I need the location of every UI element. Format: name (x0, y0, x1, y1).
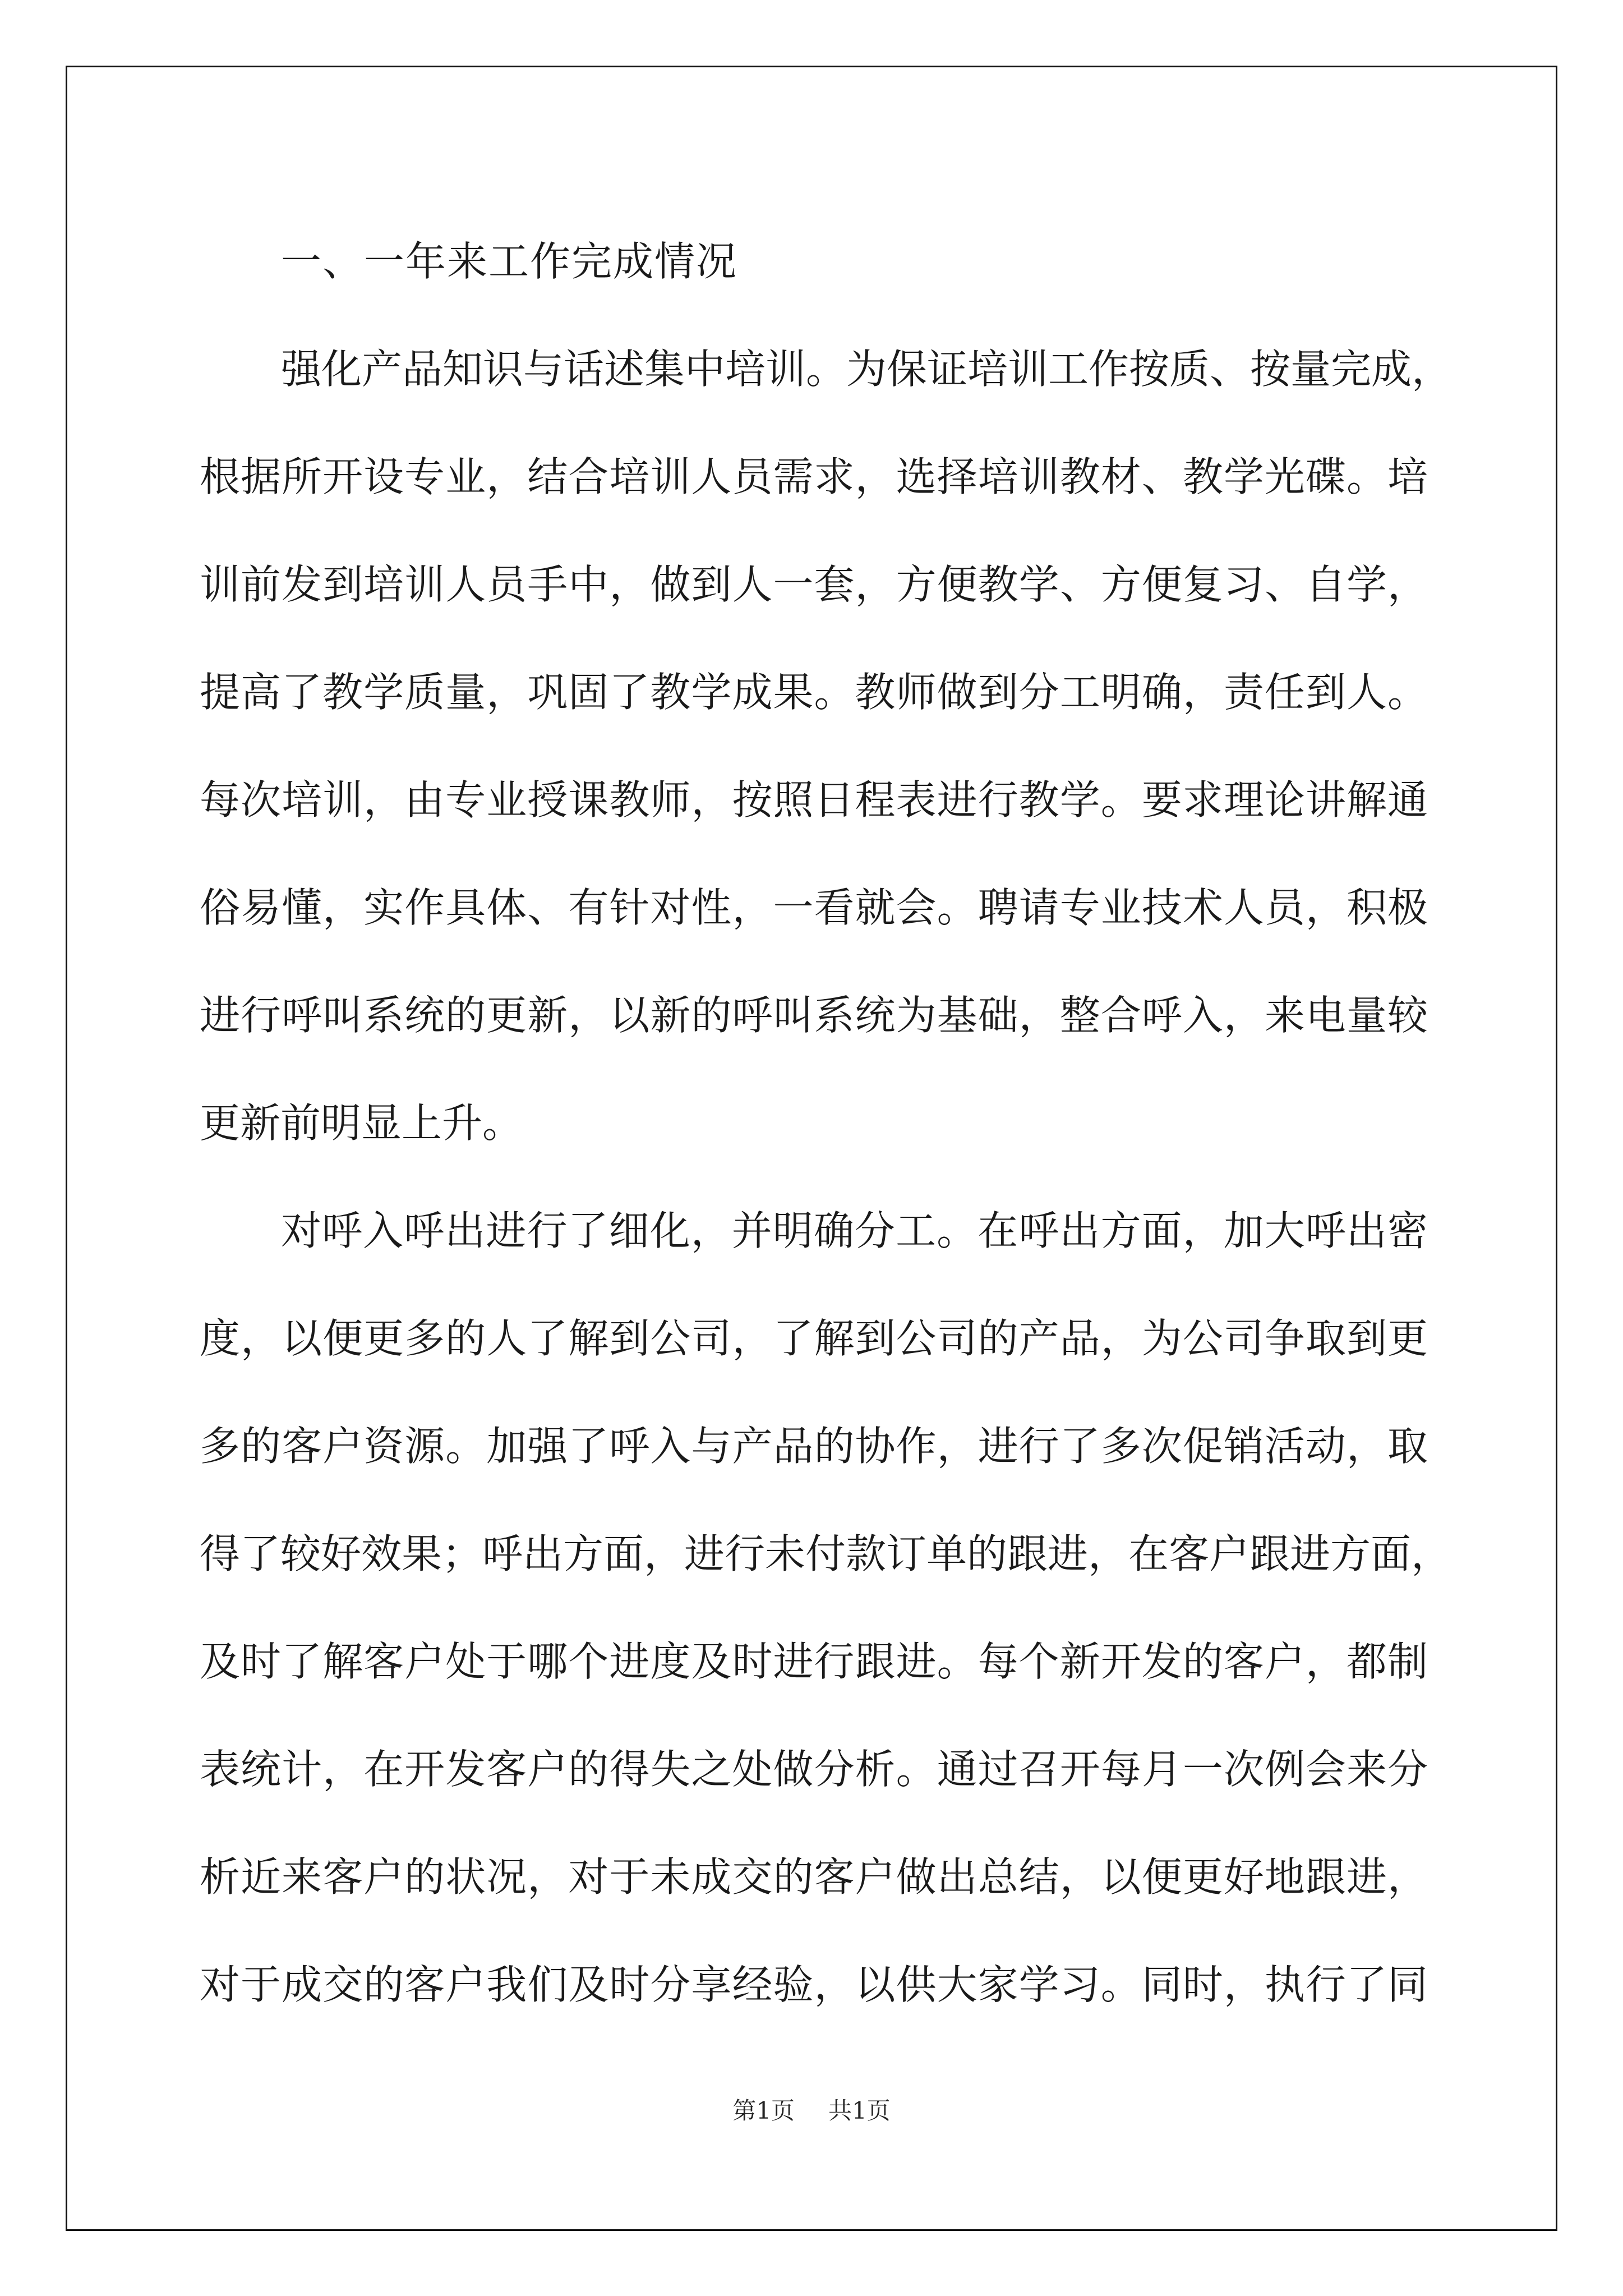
paragraph-line: 对于成交的客户我们及时分享经验，以供大家学习。同时，执行了同 (200, 1961, 1428, 2008)
paragraph-line: 对呼入呼出进行了细化，并明确分工。在呼出方面，加大呼出密 (281, 1207, 1428, 1254)
paragraph-line: 度，以便更多的人了解到公司，了解到公司的产品，为公司争取到更 (200, 1315, 1428, 1362)
section-heading: 一、一年来工作完成情况 (281, 238, 738, 285)
page-number: 第1页 (732, 2097, 795, 2124)
paragraph-1 (200, 315, 1490, 1177)
page-footer (0, 2092, 1623, 2126)
paragraph-line: 根据所开设专业，结合培训人员需求，选择培训教材、教学光碟。培 (200, 453, 1428, 500)
paragraph-line: 表统计，在开发客户的得失之处做分析。通过召开每月一次例会来分 (200, 1746, 1428, 1793)
paragraph-line: 提高了教学质量，巩固了教学成果。教师做到分工明确，责任到人。 (200, 669, 1428, 716)
paragraph-line: 及时了解客户处于哪个进度及时进行跟进。每个新开发的客户，都制 (200, 1638, 1428, 1685)
document-body (200, 208, 1490, 2039)
paragraph-line: 更新前明显上升。 (200, 1099, 523, 1147)
paragraph-line: 析近来客户的状况，对于未成交的客户做出总结，以便更好地跟进， (200, 1853, 1428, 1901)
paragraph-line: 得了较好效果；呼出方面，进行未付款订单的跟进，在客户跟进方面， (200, 1530, 1452, 1577)
paragraph-line: 俗易懂，实作具体、有针对性，一看就会。聘请专业技术人员，积极 (200, 884, 1428, 931)
paragraph-line: 训前发到培训人员手中，做到人一套，方便教学、方便复习、自学， (200, 561, 1428, 608)
paragraph-2 (200, 1177, 1490, 2039)
paragraph-line: 多的客户资源。加强了呼入与产品的协作，进行了多次促销活动，取 (200, 1423, 1428, 1470)
paragraph-line: 强化产品知识与话述集中培训。为保证培训工作按质、按量完成， (281, 346, 1453, 393)
paragraph-line: 每次培训，由专业授课教师，按照日程表进行教学。要求理论讲解通 (200, 776, 1428, 823)
paragraph-line: 进行呼叫系统的更新，以新的呼叫系统为基础，整合呼入，来电量较 (200, 992, 1428, 1039)
page-total: 共1页 (828, 2097, 891, 2124)
